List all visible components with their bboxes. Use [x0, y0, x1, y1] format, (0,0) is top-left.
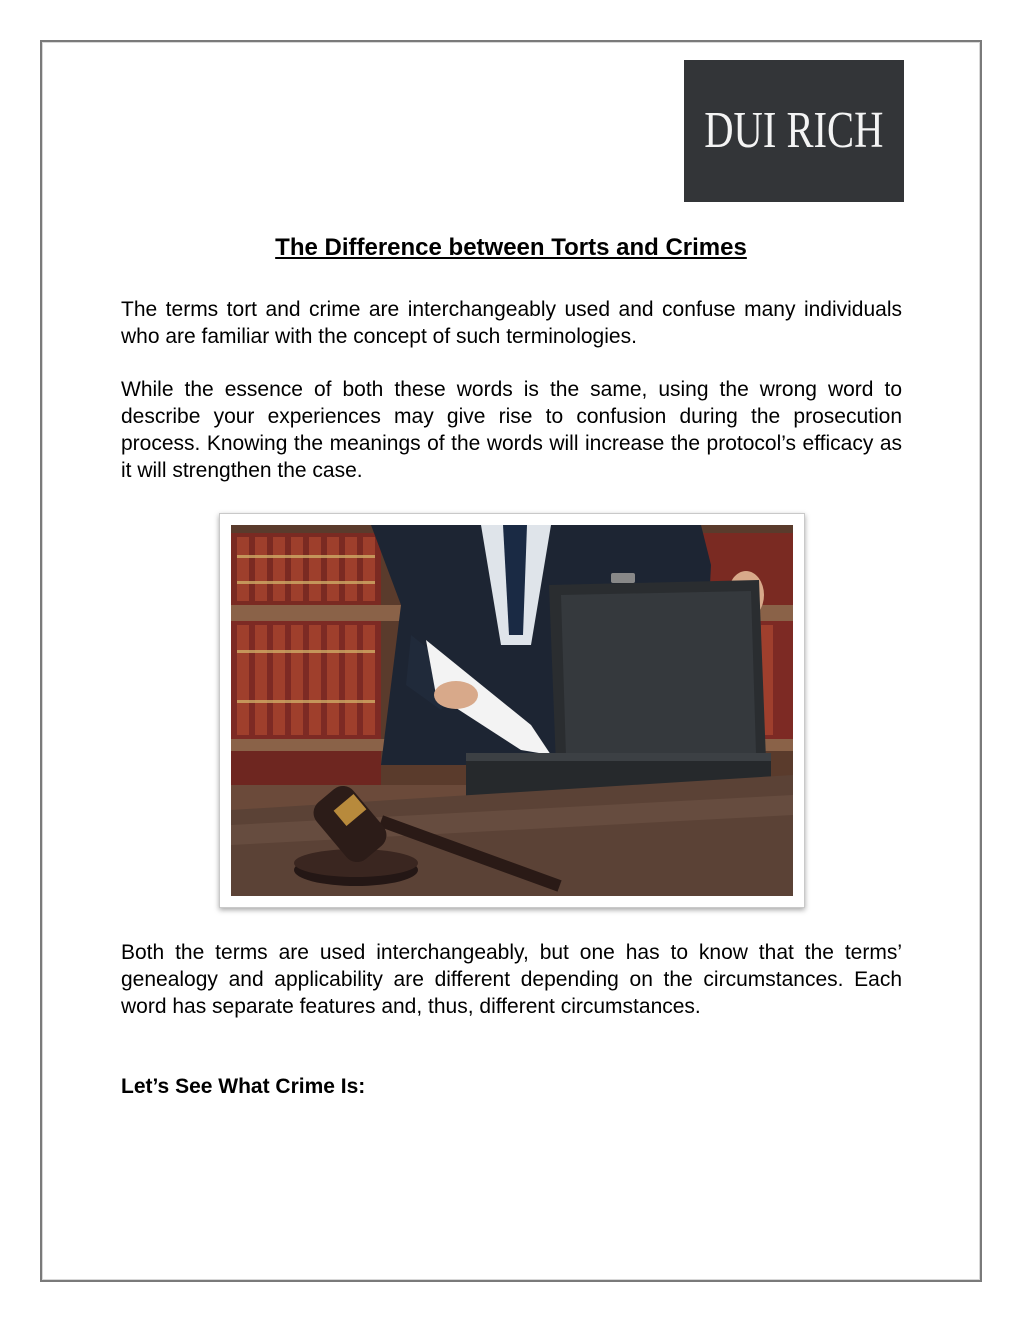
dui-rich-logo: [684, 60, 904, 202]
lawyer-briefcase-photo: [219, 513, 805, 908]
logo-text: DUI RICH: [704, 102, 884, 159]
section-heading-crime: Let’s See What Crime Is:: [121, 1075, 366, 1098]
paragraph-intro: The terms tort and crime are interchangeably used and confuse many individuals who are familiar with the concept of such terminologies.: [121, 298, 902, 348]
lawyer-gavel-illustration: [231, 525, 793, 896]
document-title: The Difference between Torts and Crimes: [275, 234, 747, 261]
paragraph-essence: While the essence of both these words is the same, using the wrong word to describe your experiences may give rise to confusion during the prosecution process. Knowing the meanings of the words will increase the protocol’s efficacy as it will strengthen the case.: [121, 378, 902, 482]
paragraph-applicability: Both the terms are used interchangeably, but one has to know that the terms’ genealogy and applicability are different depending on the circumstances. Each word has separate features and, thus, different circumstances.: [121, 941, 902, 1018]
